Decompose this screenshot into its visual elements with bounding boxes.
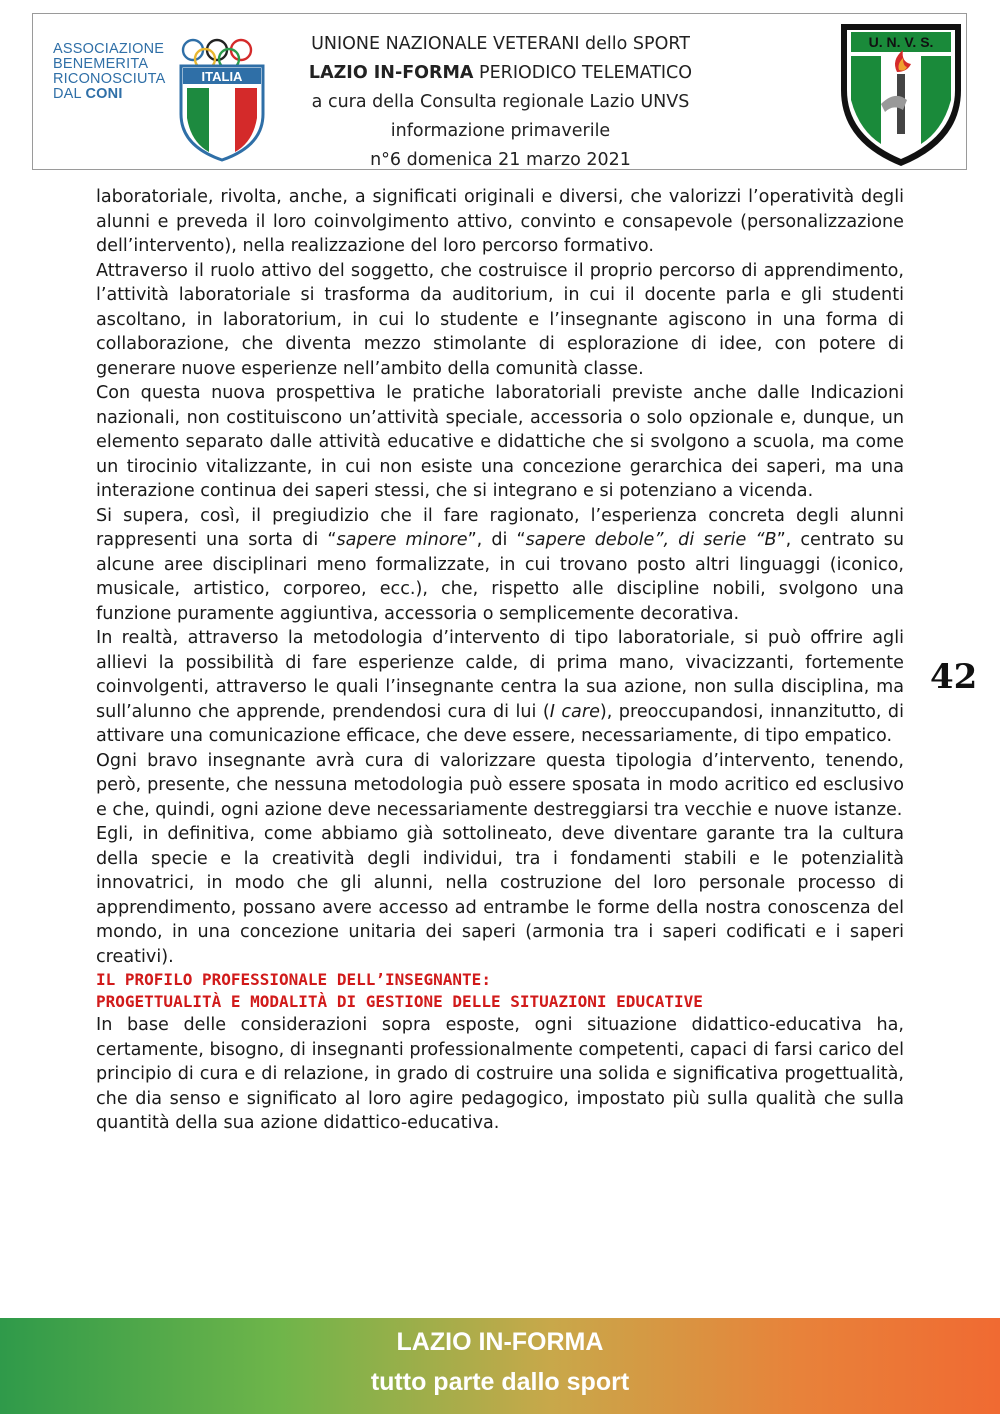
header-line-3: a cura della Consulta regionale Lazio UNVS — [311, 92, 690, 112]
paragraph: Si supera, così, il pregiudizio che il fare ragionato, l’esperienza concreta degli alunni rappresenti una sorta di “sapere minore”, di “sapere debole”, di serie “B”, centrato su alcune aree disciplinari meno formalizzate, in cui trovano posto altri linguaggi (iconico, musicale, artistico, corporeo, ecc.), che, rispetto alle discipline nobili, svolgono una funzione puramente aggiuntiva, accessoria o semplicemente decorativa. — [96, 505, 905, 624]
page-number: 42 — [930, 657, 978, 697]
paragraph: laboratoriale, rivolta, anche, a significati originali e diversi, che valorizzi l’operatività degli alunni e preveda il loro coinvolgimento attivo, convinto e consapevole (personalizzazione dell’intervento), nella realizzazione del loro percorso formativo. — [96, 187, 904, 256]
italia-shield-icon — [177, 62, 267, 162]
unvs-label: U. N. V. S. — [868, 34, 934, 50]
header-line-4: informazione primaverile — [390, 121, 611, 141]
unvs-shield-icon — [837, 20, 965, 170]
page-footer — [0, 1318, 1000, 1414]
paragraph: Egli, in definitiva, come abbiamo già sottolineato, deve diventare garante tra la cultura della specie e la creatività degli individui, tra i fondamenti stabili e le potenzialità innovatrici, in modo che gli alunni, nella costruzione del loro personale processo di apprendimento, possano avere accesso ad entrambe le forme della nostra conoscenza del mondo, in una concezione unitaria dei saperi (armonia tra i saperi codificati e i saperi creativi). — [96, 824, 904, 967]
paragraph: Con questa nuova prospettiva le pratiche laboratoriali previste anche dalle Indicazioni nazionali, non costituiscono un’attività speciale, accessoria o solo opzionale e, dunque, un elemento separato dalle attività educative e didattiche che si svolgono a scuola, ma come un tirocinio vitalizzante, in cui non esiste una concezione gerarchica dei saperi, ma una interazione continua dei saperi stessi, che si integrano e si potenziano a vicenda. — [96, 383, 904, 501]
coni-name: CONI — [85, 86, 123, 102]
section-subtitle: PROGETTUALITÀ E MODALITÀ DI GESTIONE DELLE SITUAZIONI EDUCATIVE — [96, 992, 703, 1011]
coni-line — [53, 87, 193, 102]
coni-line: BENEMERITA — [53, 56, 149, 72]
coni-line: ASSOCIAZIONE — [53, 41, 165, 57]
coni-badge: ITALIA — [201, 69, 243, 84]
footer-subtitle: tutto parte dallo sport — [370, 1368, 630, 1396]
page-header — [32, 13, 967, 170]
coni-logo — [43, 42, 268, 162]
magazine-name: LAZIO IN-FORMA — [308, 63, 474, 83]
header-lines — [283, 30, 718, 175]
issue-date: n°6 domenica 21 marzo 2021 — [370, 150, 631, 170]
footer-title: LAZIO IN-FORMA — [396, 1328, 604, 1356]
article-body — [96, 185, 904, 1136]
coni-line: RICONOSCIUTA — [53, 71, 166, 87]
coni-logo-text — [53, 42, 193, 102]
magazine-subtitle: PERIODICO TELEMATICO — [473, 63, 693, 83]
header-line-1: UNIONE NAZIONALE VETERANI dello SPORT — [311, 34, 690, 54]
section-title: IL PROFILO PROFESSIONALE DELL’INSEGNANTE: — [96, 970, 491, 989]
header-line-2 — [283, 59, 718, 88]
paragraph: Attraverso il ruolo attivo del soggetto, che costruisce il proprio percorso di apprendimento, l’attività laboratoriale si trasforma da auditorium, in cui il docente parla e gli studenti ascoltano, in laboratorium, in cui lo studente e l’insegnante agiscono in una forma di collaborazione, che diventa mezzo stimolante di esplorazione di idee, con potere di generare nuove esperienze nell’ambito della comunità classe. — [96, 260, 904, 379]
coni-dal: DAL — [53, 86, 82, 102]
paragraph: Ogni bravo insegnante avrà cura di valorizzare questa tipologia d’intervento, tenendo, però, presente, che nessuna metodologia può essere sposata in modo acritico ed esclusivo e che, quindi, ogni azione deve necessariamente destreggiarsi tra vecchie e nuove istanze. — [96, 750, 904, 820]
paragraph: In base delle considerazioni sopra esposte, ogni situazione didattico-educativa ha, certamente, bisogno, di insegnanti professionalmente competenti, capaci di farsi carico del principio di cura e di relazione, in grado di costruire una solida e significativa progettualità, che dia senso e significato al loro agire pedagogico, impostato più sulla qualità che sulla quantità della sua azione didattico-educativa. — [96, 1015, 904, 1133]
paragraph: In realtà, attraverso la metodologia d’intervento di tipo laboratoriale, si può offrire agli allievi la possibilità di fare esperienze calde, di prima mano, vivacizzanti, fortemente coinvolgenti, attraverso le quali l’insegnante centra la sua azione, non sulla disciplina, ma sull’alunno che apprende, prendendosi cura di lui (I care), preoccupandosi, innanzitutto, di attivare una comunicazione efficace, che deve essere, necessariamente, di tipo empatico. — [96, 628, 904, 746]
